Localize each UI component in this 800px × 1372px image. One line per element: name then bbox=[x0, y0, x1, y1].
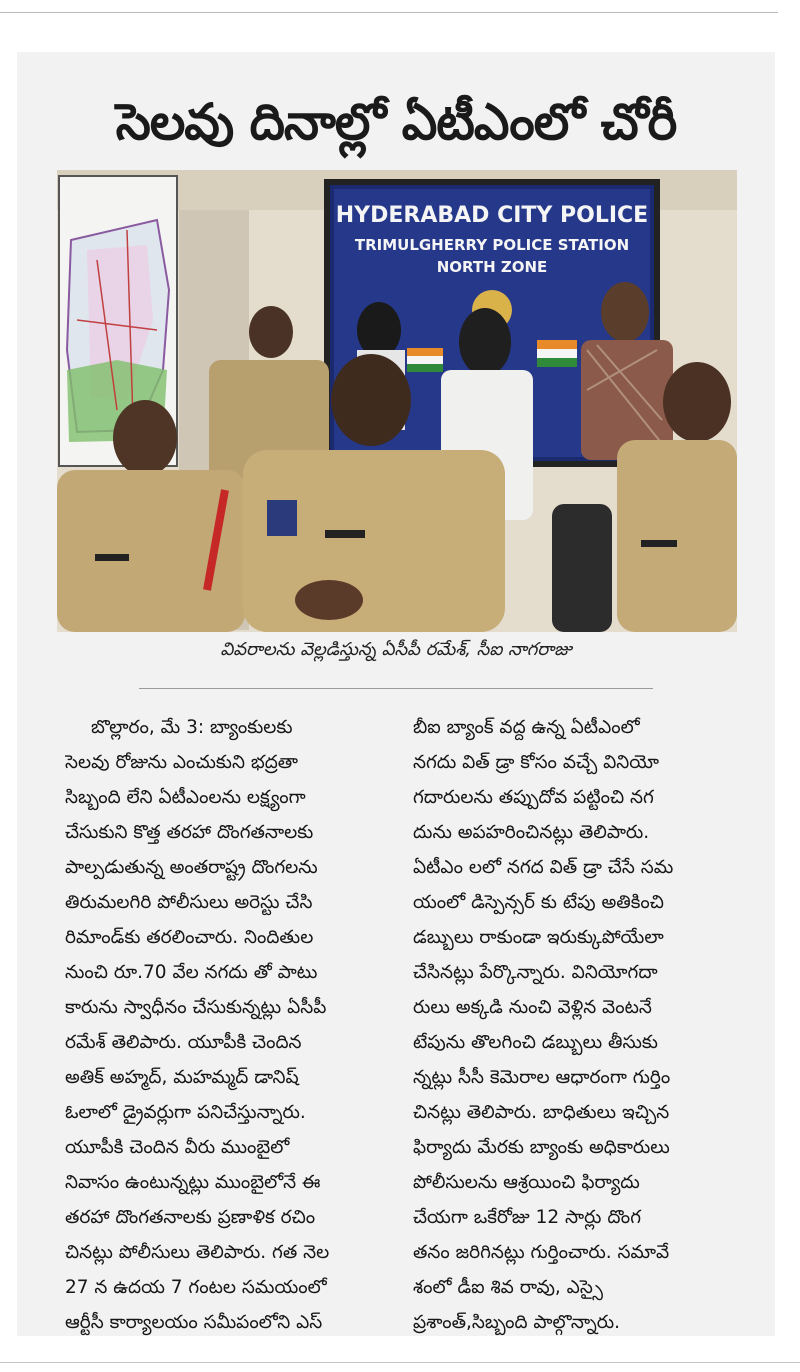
article-line: ఫిర్యాదు మేరకు బ్యాంకు అధికారులు bbox=[413, 1137, 670, 1158]
top-rule bbox=[0, 12, 778, 13]
board-line-1: HYDERABAD CITY POLICE bbox=[335, 203, 649, 228]
board-line-3: NORTH ZONE bbox=[436, 258, 548, 276]
flag-right bbox=[537, 340, 577, 367]
article-line: రిమాండ్‌కు తరలించారు. నిందితుల bbox=[65, 927, 314, 948]
article-line: పాల్పడుతున్న అంతరాష్ట్ర దొంగలను bbox=[65, 857, 318, 878]
bottom-rule bbox=[0, 1362, 800, 1363]
article-line: చినట్లు తెలిపారు. బాధితులు ఇచ్చిన bbox=[413, 1102, 670, 1123]
article-line: తరహా దొంగతనాలకు ప్రణాళిక రచిం bbox=[65, 1207, 316, 1228]
article-line: సిబ్బంది లేని ఏటీఎంలను లక్ష్యంగా bbox=[65, 787, 306, 808]
article-column-left bbox=[65, 710, 383, 1340]
article-line: పోలీసులను ఆశ్రయించి ఫిర్యాదు bbox=[413, 1172, 640, 1193]
article-line: యంలో డిస్పెన్సర్ కు టేపు అతికించి bbox=[413, 892, 664, 913]
article-line: దును అపహరించినట్లు తెలిపారు. bbox=[413, 822, 650, 843]
news-clipping bbox=[17, 52, 775, 1336]
caption-divider bbox=[139, 688, 653, 689]
article-line: డబ్బులు రాకుండా ఇరుక్కుపోయేలా bbox=[413, 927, 664, 948]
article-line: అతిక్ అహ్మద్, మహమ్మద్ డానిష్ bbox=[65, 1067, 299, 1088]
police-press-photo bbox=[57, 170, 737, 632]
article-line: నుంచి రూ.70 వేల నగదు తో పాటు bbox=[65, 962, 318, 983]
article-line: ఓలాలో డ్రైవర్లుగా పనిచేస్తున్నారు. bbox=[65, 1102, 306, 1123]
article-line: తిరుమలగిరి పోలీసులు అరెస్టు చేసి bbox=[65, 892, 313, 913]
article-line: 27 న ఉదయ 7 గంటల సమయంలో bbox=[65, 1277, 327, 1298]
article-line: గదారులను తప్పుదోవ పట్టించి నగ bbox=[413, 787, 654, 808]
article-line: న్నట్లు సీసీ కెమెరాల ఆధారంగా గుర్తిం bbox=[413, 1067, 671, 1088]
article-line: తనం జరిగినట్లు గుర్తించారు. సమావే bbox=[413, 1242, 670, 1263]
article-line: చేయగా ఒకేరోజు 12 సార్లు దొంగ bbox=[413, 1207, 641, 1228]
article-line: బీఐ బ్యాంక్ వద్ద ఉన్న ఏటీఎంలో bbox=[413, 717, 640, 738]
article-line: కారును స్వాధీనం చేసుకున్నట్లు ఏసీపీ bbox=[65, 997, 327, 1018]
article-line: ఏటీఎం లలో నగద విత్ డ్రా చేసే సమ bbox=[413, 857, 674, 878]
article-line: చేసినట్లు పేర్కొన్నారు. వినియోగదా bbox=[413, 962, 658, 983]
headline: సెలవు దినాల్లో ఏటీఎంలో చోరీ bbox=[115, 93, 677, 151]
article-line: ఆర్టీసీ కార్యాలయం సమీపంలోని ఎస్ bbox=[65, 1312, 323, 1333]
article-line: ప్రశాంత్,సిబ్బంది పాల్గొన్నారు. bbox=[413, 1312, 621, 1333]
article-line: యూపీకి చెందిన వీరు ముంబైలో bbox=[65, 1137, 290, 1158]
article-column-right bbox=[413, 710, 731, 1340]
article-line: చినట్లు పోలీసులు తెలిపారు. గత నెల bbox=[65, 1242, 330, 1263]
article-line: సెలవు రోజును ఎంచుకుని భద్రతా bbox=[65, 752, 298, 773]
board-line-2: TRIMULGHERRY POLICE STATION bbox=[354, 236, 630, 254]
article-line: నివాసం ఉంటున్నట్లు ముంబైలోనే ఈ bbox=[65, 1172, 321, 1193]
article-line: చేసుకుని కొత్త తరహా దొంగతనాలకు bbox=[65, 822, 314, 843]
news-photo bbox=[57, 170, 737, 632]
chair bbox=[552, 504, 612, 632]
flag-left bbox=[407, 348, 443, 372]
article-line: నగదు విత్ డ్రా కోసం వచ్చే వినియో bbox=[413, 752, 659, 773]
article-line: టేపును తొలగించి డబ్బులు తీసుకు bbox=[413, 1032, 658, 1053]
article-line: రమేశ్ తెలిపారు. యూపీకి చెందిన bbox=[65, 1032, 302, 1053]
photo-caption: వివరాలను వెల్లడిస్తున్న ఏసీపీ రమేశ్, సీఐ నాగరాజు bbox=[220, 639, 572, 660]
article-line: రులు అక్కడి నుంచి వెళ్లిన వెంటనే bbox=[413, 997, 652, 1018]
article-line: బొల్లారం, మే 3: బ్యాంకులకు bbox=[91, 717, 293, 738]
article-line: శంలో డీఐ శివ రావు, ఎస్సై bbox=[413, 1277, 603, 1298]
